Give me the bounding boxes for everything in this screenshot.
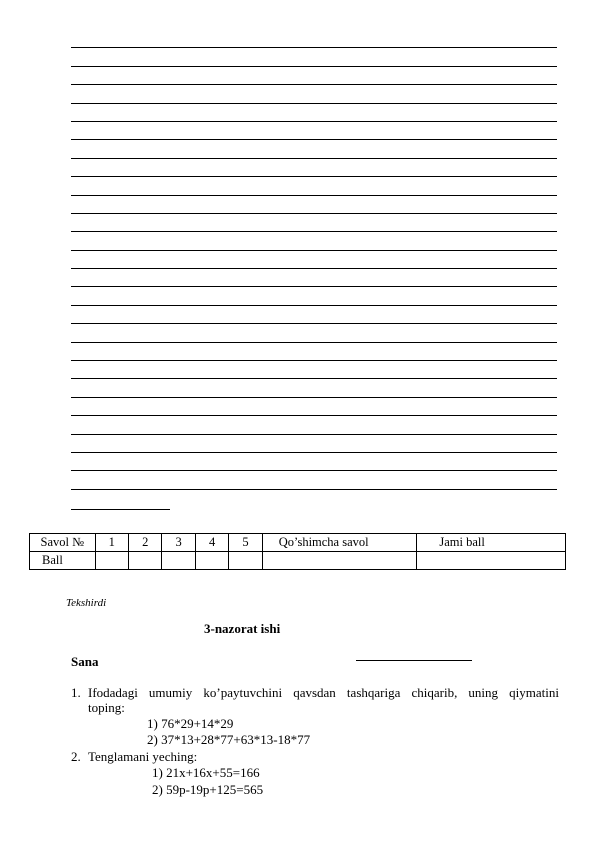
- answer-line: [71, 435, 557, 453]
- answer-line: [71, 104, 557, 122]
- answer-line: [71, 453, 557, 471]
- date-line: [356, 660, 472, 661]
- question-number-5: 5: [229, 534, 262, 552]
- page-title: 3-nazorat ishi: [204, 621, 281, 636]
- answer-line: [71, 269, 557, 287]
- answer-line: [71, 67, 557, 85]
- question-1-number: 1.: [71, 685, 81, 700]
- answer-line: [71, 398, 557, 416]
- question-1-text-cont: toping:: [88, 700, 125, 715]
- ball-cell-2: [129, 552, 162, 570]
- answer-line: [71, 122, 557, 140]
- answer-line: [71, 140, 557, 158]
- answer-line: [71, 324, 557, 342]
- question-2-item-2: 2) 59p-19p+125=565: [152, 782, 264, 797]
- question-2-item-1: 1) 21x+16x+55=166: [152, 765, 260, 780]
- question-number-4: 4: [195, 534, 228, 552]
- score-table: [29, 533, 566, 570]
- answer-line: [71, 471, 557, 489]
- answer-line: [71, 287, 557, 305]
- ball-cell-1: [95, 552, 128, 570]
- question-2-text: Tenglamani yeching:: [88, 749, 198, 764]
- answer-line-short: [71, 497, 170, 510]
- answer-line: [71, 159, 557, 177]
- ball-cell-3: [162, 552, 195, 570]
- score-ball-row: [30, 552, 566, 570]
- date-label: Sana: [71, 654, 99, 669]
- answer-line: [71, 196, 557, 214]
- answer-line: [71, 306, 557, 324]
- answer-line: [71, 48, 557, 66]
- answer-line: [71, 30, 557, 48]
- ball-cell-total: [417, 552, 566, 570]
- question-2-number: 2.: [71, 749, 81, 764]
- ball-cell-extra: [262, 552, 417, 570]
- answer-line: [71, 343, 557, 361]
- savol-label: Savol №: [30, 534, 96, 552]
- question-number-3: 3: [162, 534, 195, 552]
- answer-line: [71, 232, 557, 250]
- answer-line: [71, 251, 557, 269]
- question-1-item-1: 1) 76*29+14*29: [147, 716, 234, 731]
- score-header-row: [30, 534, 566, 552]
- extra-question-label: Qo’shimcha savol: [262, 534, 417, 552]
- question-1-item-2: 2) 37*13+28*77+63*13-18*77: [147, 732, 311, 747]
- question-2: [71, 749, 197, 764]
- answer-line: [71, 361, 557, 379]
- total-ball-label: Jami ball: [417, 534, 566, 552]
- ball-label: Ball: [30, 552, 96, 570]
- checked-label: Tekshirdi: [66, 597, 107, 609]
- question-number-1: 1: [95, 534, 128, 552]
- question-number-2: 2: [129, 534, 162, 552]
- answer-line: [71, 379, 557, 397]
- answer-line: [71, 177, 557, 195]
- answer-line: [71, 416, 557, 434]
- question-1: [71, 685, 559, 715]
- answer-lines: [71, 30, 557, 490]
- ball-cell-4: [195, 552, 228, 570]
- question-1-text: Ifodadagi umumiy ko’paytuvchini qavsdan tashqariga chiqarib, uning qiymatini: [88, 685, 559, 700]
- ball-cell-5: [229, 552, 262, 570]
- answer-line: [71, 214, 557, 232]
- answer-line: [71, 85, 557, 103]
